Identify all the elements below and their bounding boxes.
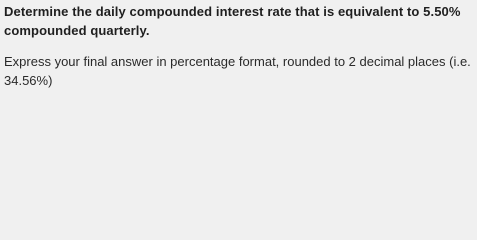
question-line-2: compounded quarterly. [4, 23, 150, 38]
instruction-line-1: Express your final answer in percentage format, rounded to 2 decimal places (i.e. [4, 54, 471, 69]
instruction-line-2: 34.56%) [4, 73, 53, 88]
instruction-text [4, 52, 477, 90]
question-line-1: Determine the daily compounded interest rate that is equivalent to 5.50% [4, 4, 461, 19]
question-text [4, 2, 477, 40]
